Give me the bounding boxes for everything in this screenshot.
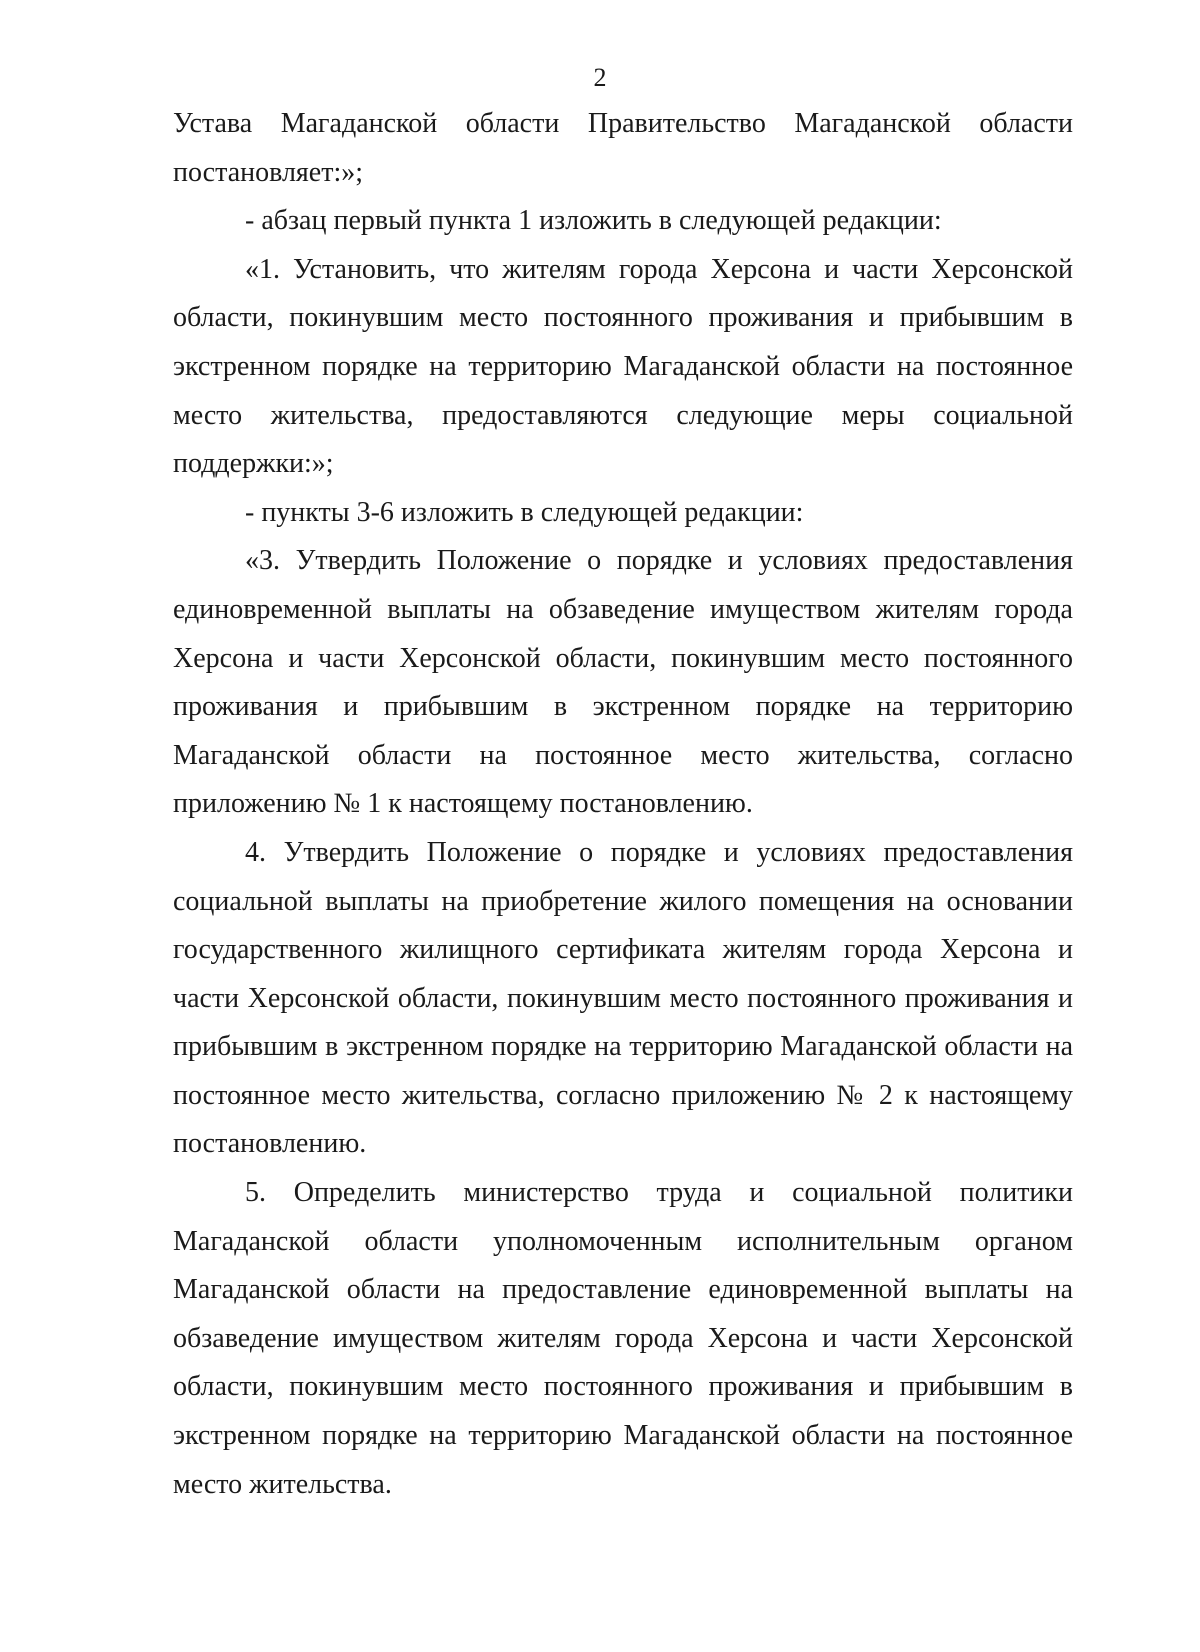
page-number: 2 bbox=[593, 63, 607, 92]
paragraph-amend-points-3-6: - пункты 3-6 изложить в следующей редакции: bbox=[245, 496, 804, 528]
paragraph-preamble-end: Устава Магаданской области Правительство Магаданской области постановляет:»; bbox=[173, 108, 1073, 188]
paragraph-point-5: 5. Определить министерство труда и социальной политики Магаданской области уполномоченным исполнительным органом Магаданской области на предоставление единовременной выплаты на обзаведение имуществом жителям города Херсона и части Херсонской области, покинувшим место постоянного проживания и прибывшим в экстренном порядке на территорию Магаданской области на постоянное место жительства. bbox=[173, 1177, 1073, 1500]
paragraph-point-4: 4. Утвердить Положение о порядке и условиях предоставления социальной выплаты на приобретение жилого помещения на основании государственного жилищного сертификата жителям города Херсона и части Херсонской области, покинувшим место постоянного проживания и прибывшим в экстренном порядке на территорию Магаданской области на постоянное место жительства, согласно приложению № 2 к настоящему постановлению. bbox=[173, 836, 1073, 1160]
paragraph-point-3: «3. Утвердить Положение о порядке и условиях предоставления единовременной выплаты на обзаведение имуществом жителям города Херсона и части Херсонской области, покинувшим место постоянного проживания и прибывшим в экстренном порядке на территорию Магаданской области на постоянное место жительства, согласно приложению № 1 к настоящему постановлению. bbox=[173, 545, 1073, 820]
paragraph-amend-point-1: - абзац первый пункта 1 изложить в следующей редакции: bbox=[245, 205, 942, 237]
document-body bbox=[173, 100, 1073, 1509]
paragraph-point-1: «1. Установить, что жителям города Херсона и части Херсонской области, покинувшим место постоянного проживания и прибывшим в экстренном порядке на территорию Магаданской области на постоянное место жительства, предоставляются следующие меры социальной поддержки:»; bbox=[173, 253, 1073, 480]
